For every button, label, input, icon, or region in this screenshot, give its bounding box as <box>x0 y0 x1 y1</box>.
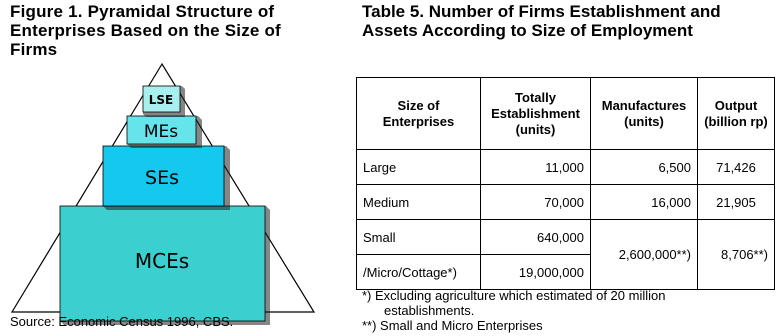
cell-manufactures-merged: 2,600,000**) <box>591 220 698 290</box>
mces-label: MCEs <box>134 249 190 273</box>
lse-label: LSE <box>148 93 174 107</box>
cell-establishment: 19,000,000 <box>481 255 591 290</box>
table-title <box>362 2 782 40</box>
cell-size: Medium <box>357 185 481 220</box>
table-row <box>357 150 775 185</box>
mes-label: MEs <box>143 122 179 142</box>
cell-establishment: 640,000 <box>481 220 591 255</box>
table-title-line-1: Table 5. Number of Firms Establishment and <box>362 2 721 21</box>
pyramid-level-ses <box>103 146 230 210</box>
table-row <box>357 220 775 255</box>
ses-label: SEs <box>145 167 179 189</box>
note-1-line-2: establishments. <box>384 303 475 318</box>
table-row <box>357 185 775 220</box>
figure-title-line-3: Firms <box>10 40 58 59</box>
pyramid-level-mces <box>60 206 270 325</box>
cell-establishment: 70,000 <box>481 185 591 220</box>
figure-title-line-2: Enterprises Based on the Size of <box>10 21 281 40</box>
figure-title-line-1: Figure 1. Pyramidal Structure of <box>10 2 275 21</box>
cell-size: /Micro/Cottage*) <box>357 255 481 290</box>
cell-output: 21,905 <box>698 185 775 220</box>
figure-source: Source: Economic Census 1996, CBS. <box>10 314 234 329</box>
table-header-row <box>357 78 775 150</box>
cell-output-merged: 8,706**) <box>698 220 775 290</box>
note-2: **) Small and Micro Enterprises <box>362 318 543 333</box>
cell-output: 71,426 <box>698 150 775 185</box>
pyramid-diagram <box>0 0 340 336</box>
pyramid-level-lse <box>143 86 185 117</box>
cell-manufactures: 16,000 <box>591 185 698 220</box>
firms-table <box>356 77 775 290</box>
pyramid-level-mes <box>127 116 202 148</box>
cell-size: Large <box>357 150 481 185</box>
header-establishment: Totally Establishment (units) <box>481 78 591 150</box>
note-1-line-1: *) Excluding agriculture which estimated of 20 million <box>362 288 666 303</box>
cell-manufactures: 6,500 <box>591 150 698 185</box>
header-output: Output (billion rp) <box>698 78 775 150</box>
cell-size: Small <box>357 220 481 255</box>
table-title-line-2: Assets According to Size of Employment <box>362 21 693 40</box>
header-manufactures: Manufactures (units) <box>591 78 698 150</box>
cell-establishment: 11,000 <box>481 150 591 185</box>
table-notes <box>362 288 665 333</box>
header-size: Size of Enterprises <box>357 78 481 150</box>
